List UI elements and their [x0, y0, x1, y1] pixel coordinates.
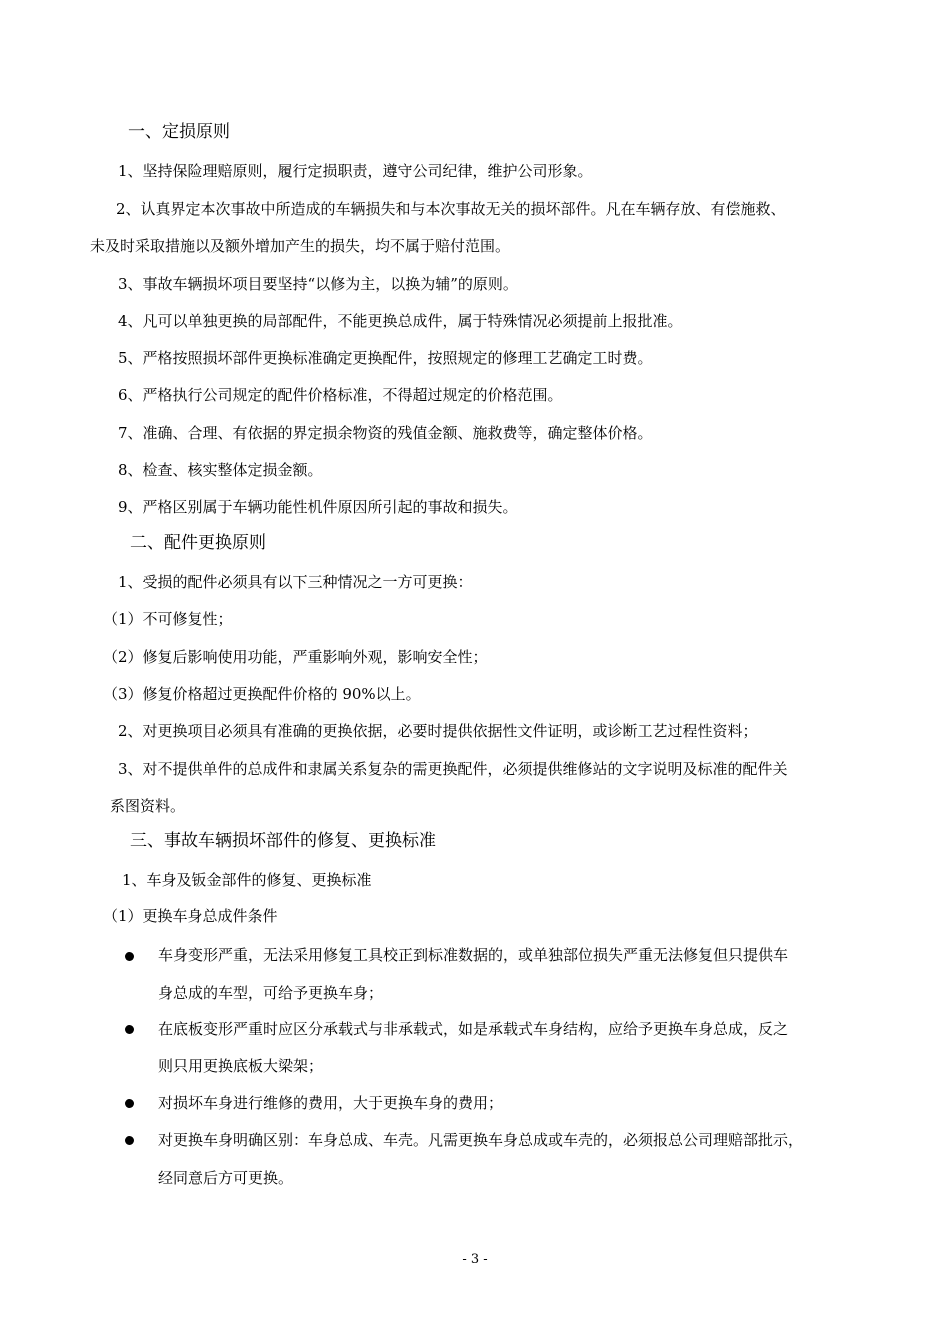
sub-heading: 1、车身及钣金部件的修复、更换标准: [122, 871, 372, 889]
paragraph: 7、准确、合理、有依据的界定损余物资的残值金额、施救费等，确定整体价格。: [118, 424, 653, 442]
section-heading-3: 三、事故车辆损坏部件的修复、更换标准: [130, 831, 436, 851]
bullet-icon: [125, 1025, 134, 1034]
paragraph: 1、受损的配件必须具有以下三种情况之一方可更换：: [118, 573, 473, 591]
list-item: 对损坏车身进行维修的费用，大于更换车身的费用；: [158, 1094, 504, 1112]
paragraph: 6、严格执行公司规定的配件价格标准，不得超过规定的价格范围。: [118, 386, 563, 404]
page-number: - 3 -: [462, 1252, 488, 1267]
paragraph: 2、对更换项目必须具有准确的更换依据，必要时提供依据性文件证明，或诊断工艺过程性资料；: [118, 722, 758, 740]
list-item-continuation: 经同意后方可更换。: [158, 1169, 294, 1187]
list-item-continuation: 则只用更换底板大梁架；: [158, 1057, 324, 1075]
list-item: 在底板变形严重时应区分承载式与非承载式，如是承载式车身结构，应给予更换车身总成，反之: [158, 1020, 789, 1038]
list-item: 对更换车身明确区别：车身总成、车壳。凡需更换车身总成或车壳的，必须报总公司理赔部批示，: [158, 1131, 804, 1149]
list-item: （2）修复后影响使用功能，严重影响外观，影响安全性；: [103, 648, 488, 666]
paragraph: 5、严格按照损坏部件更换标准确定更换配件，按照规定的修理工艺确定工时费。: [118, 349, 653, 367]
paragraph: 2、认真界定本次事故中所造成的车辆损失和与本次事故无关的损坏部件。凡在车辆存放、有偿施救、: [116, 200, 786, 218]
paragraph: 3、对不提供单件的总成件和隶属关系复杂的需更换配件，必须提供维修站的文字说明及标准的配件关: [118, 760, 788, 778]
bullet-icon: [125, 952, 134, 961]
section-heading-1: 一、定损原则: [128, 122, 230, 142]
paragraph: 1、坚持保险理赔原则，履行定损职责，遵守公司纪律，维护公司形象。: [118, 162, 593, 180]
bullet-icon: [125, 1099, 134, 1108]
list-item: （1）不可修复性；: [103, 610, 233, 628]
list-item-continuation: 身总成的车型，可给予更换车身；: [158, 984, 384, 1002]
section-heading-2: 二、配件更换原则: [130, 533, 266, 553]
bullet-icon: [125, 1136, 134, 1145]
list-item: 车身变形严重，无法采用修复工具校正到标准数据的，或单独部位损失严重无法修复但只提供车: [158, 946, 789, 964]
paragraph: 系图资料。: [110, 797, 186, 815]
sub-heading: （1）更换车身总成件条件: [103, 907, 278, 925]
paragraph: 4、凡可以单独更换的局部配件，不能更换总成件，属于特殊情况必须提前上报批准。: [118, 312, 683, 330]
paragraph: 9、严格区别属于车辆功能性机件原因所引起的事故和损失。: [118, 498, 518, 516]
list-item: （3）修复价格超过更换配件价格的 90%以上。: [103, 685, 421, 703]
paragraph: 3、事故车辆损坏项目要坚持“以修为主，以换为辅”的原则。: [118, 275, 518, 293]
paragraph: 8、检查、核实整体定损金额。: [118, 461, 323, 479]
paragraph: 未及时采取措施以及额外增加产生的损失，均不属于赔付范围。: [90, 237, 511, 255]
